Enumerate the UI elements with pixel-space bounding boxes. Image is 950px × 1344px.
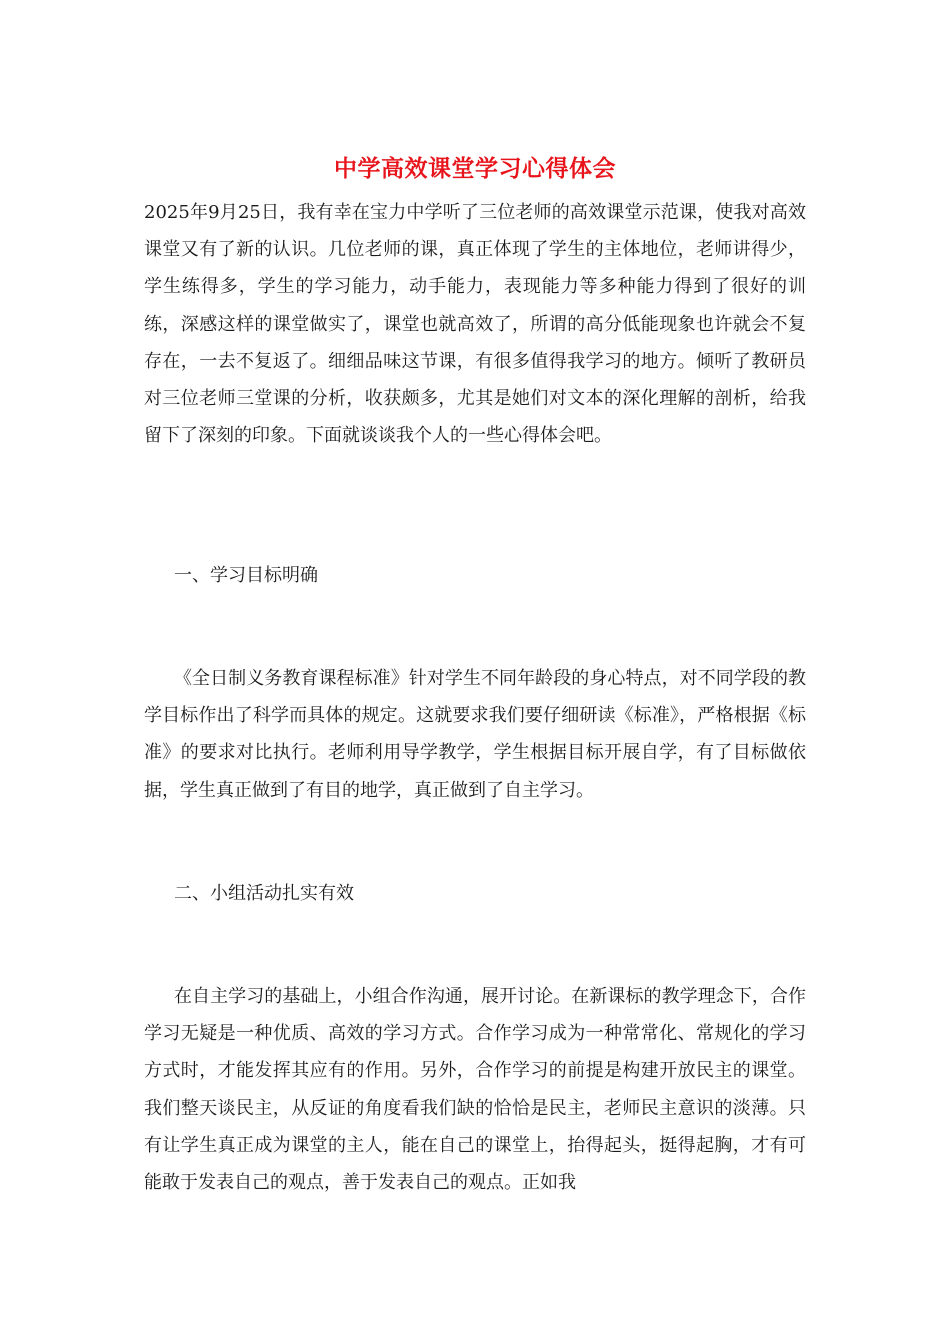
section-body-2: 在自主学习的基础上，小组合作沟通，展开讨论。在新课标的教学理念下，合作学习无疑是一种优质、高效的学习方式。合作学习成为一种常常化、常规化的学习方式时，才能发挥其应有的作用。另外，合作学习的前提是构建开放民主的课堂。我们整天谈民主，从反证的角度看我们缺的恰恰是民主，老师民主意识的淡薄。只有让学生真正成为课堂的主人，能在自己的课堂上，抬得起头，挺得起胸，才有可能敢于发表自己的观点，善于发表自己的观点。正如我 bbox=[144, 986, 806, 1194]
section-heading-1: 一、学习目标明确 bbox=[174, 565, 318, 586]
intro-paragraph: 2025年9月25日，我有幸在宝力中学听了三位老师的高效课堂示范课，使我对高效课堂又有了新的认识。几位老师的课，真正体现了学生的主体地位，老师讲得少，学生练得多，学生的学习能力，动手能力，表现能力等多种能力得到了很好的训练，深感这样的课堂做实了，课堂也就高效了，所谓的高分低能现象也许就会不复存在，一去不复返了。细细品味这节课，有很多值得我学习的地方。倾听了教研员对三位老师三堂课的分析，收获颇多，尤其是她们对文本的深化理解的剖析，给我留下了深刻的印象。下面就谈谈我个人的一些心得体会吧。 bbox=[144, 202, 806, 447]
section-heading-2: 二、小组活动扎实有效 bbox=[174, 883, 354, 904]
document-title: 中学高效课堂学习心得体会 bbox=[334, 155, 616, 182]
section-body-1: 《全日制义务教育课程标准》针对学生不同年龄段的身心特点，对不同学段的教学目标作出了科学而具体的规定。这就要求我们要仔细研读《标准》，严格根据《标准》的要求对比执行。老师利用导学教学，学生根据目标开展自学，有了目标做依据，学生真正做到了有目的地学，真正做到了自主学习。 bbox=[144, 668, 806, 801]
